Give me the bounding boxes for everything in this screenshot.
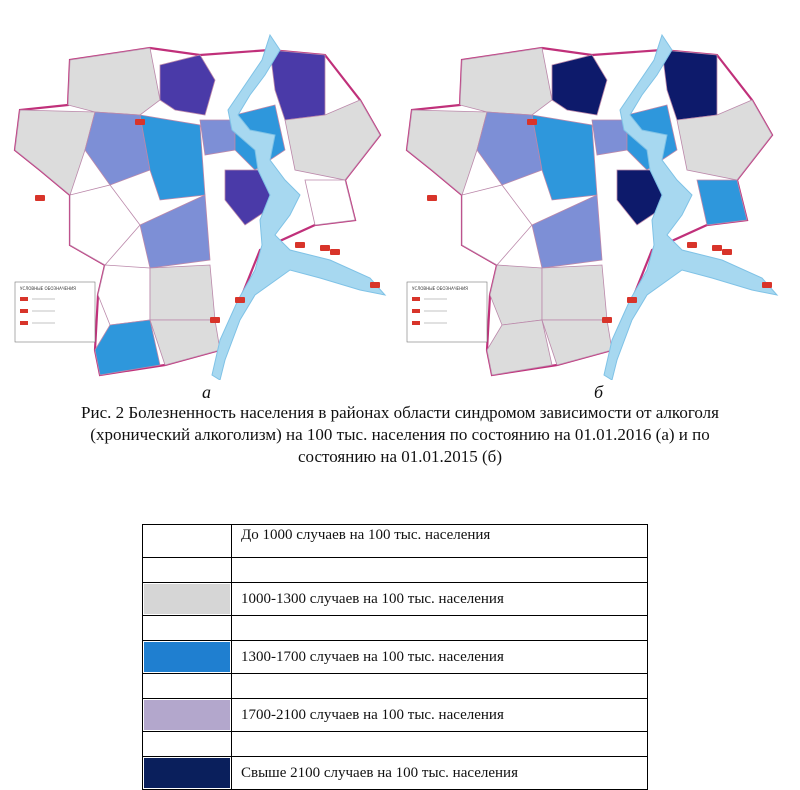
city-marker <box>295 242 305 248</box>
district-nw <box>68 48 160 115</box>
legend-swatch <box>143 525 232 558</box>
city-marker <box>330 249 340 255</box>
legend-spacer <box>143 616 648 641</box>
legend-swatch-color <box>144 758 230 788</box>
region-map-b <box>392 20 792 380</box>
legend-swatch-color <box>144 526 230 556</box>
legend-row <box>143 757 648 790</box>
city-marker <box>370 282 380 288</box>
region-map-a <box>0 20 400 380</box>
city-marker <box>135 119 145 125</box>
legend-row <box>143 525 648 558</box>
map-legend-symbol <box>412 309 420 313</box>
legend-swatch <box>143 583 232 616</box>
panel-letter-b: б <box>594 382 604 402</box>
legend-label: До 1000 случаев на 100 тыс. населения <box>232 525 648 558</box>
map-legend-symbol <box>412 321 420 325</box>
legend-row <box>143 699 648 732</box>
legend-spacer <box>143 558 648 583</box>
panel-letter-a: а <box>202 382 211 402</box>
map-panel-a <box>0 20 400 380</box>
caption-line-3: состоянию на 01.01.2015 (б) <box>298 447 502 466</box>
caption-line-2: (хронический алкоголизм) на 100 тыс. населения по состоянию на 01.01.2016 (а) и по <box>90 425 710 444</box>
map-legend-title: УСЛОВНЫЕ ОБОЗНАЧЕНИЯ <box>412 286 468 291</box>
legend-label: 1000-1300 случаев на 100 тыс. населения <box>232 583 648 616</box>
city-marker <box>627 297 637 303</box>
legend-table <box>142 524 648 790</box>
city-marker <box>427 195 437 201</box>
district-s2 <box>542 265 607 320</box>
map-legend-symbol <box>20 309 28 313</box>
city-marker <box>35 195 45 201</box>
city-marker <box>235 297 245 303</box>
legend-swatch-color <box>144 642 230 672</box>
map-legend-symbol <box>412 297 420 301</box>
city-marker <box>210 317 220 323</box>
district-nw <box>460 48 552 115</box>
map-legend-title: УСЛОВНЫЕ ОБОЗНАЧЕНИЯ <box>20 286 76 291</box>
city-marker <box>762 282 772 288</box>
district-nc <box>592 120 627 155</box>
legend-label: 1700-2100 случаев на 100 тыс. населения <box>232 699 648 732</box>
city-marker <box>320 245 330 251</box>
caption-line-1: Рис. 2 Болезненность населения в районах области синдромом зависимости от алкоголя <box>81 403 719 422</box>
district-nc <box>200 120 235 155</box>
legend-swatch <box>143 641 232 674</box>
map-legend-symbol <box>20 321 28 325</box>
legend-swatch-color <box>144 584 230 614</box>
map-legend-symbol <box>20 297 28 301</box>
figure-caption <box>20 402 780 468</box>
legend-swatch-color <box>144 700 230 730</box>
legend-label: 1300-1700 случаев на 100 тыс. населения <box>232 641 648 674</box>
city-marker <box>602 317 612 323</box>
legend-spacer <box>143 674 648 699</box>
legend-label: Свыше 2100 случаев на 100 тыс. населения <box>232 757 648 790</box>
maps-container <box>0 20 800 380</box>
map-panel-b <box>392 20 792 380</box>
legend-spacer <box>143 732 648 757</box>
legend-swatch <box>143 699 232 732</box>
legend-row <box>143 583 648 616</box>
city-marker <box>687 242 697 248</box>
city-marker <box>722 249 732 255</box>
legend-swatch <box>143 757 232 790</box>
district-s2 <box>150 265 215 320</box>
city-marker <box>712 245 722 251</box>
legend-row <box>143 641 648 674</box>
city-marker <box>527 119 537 125</box>
